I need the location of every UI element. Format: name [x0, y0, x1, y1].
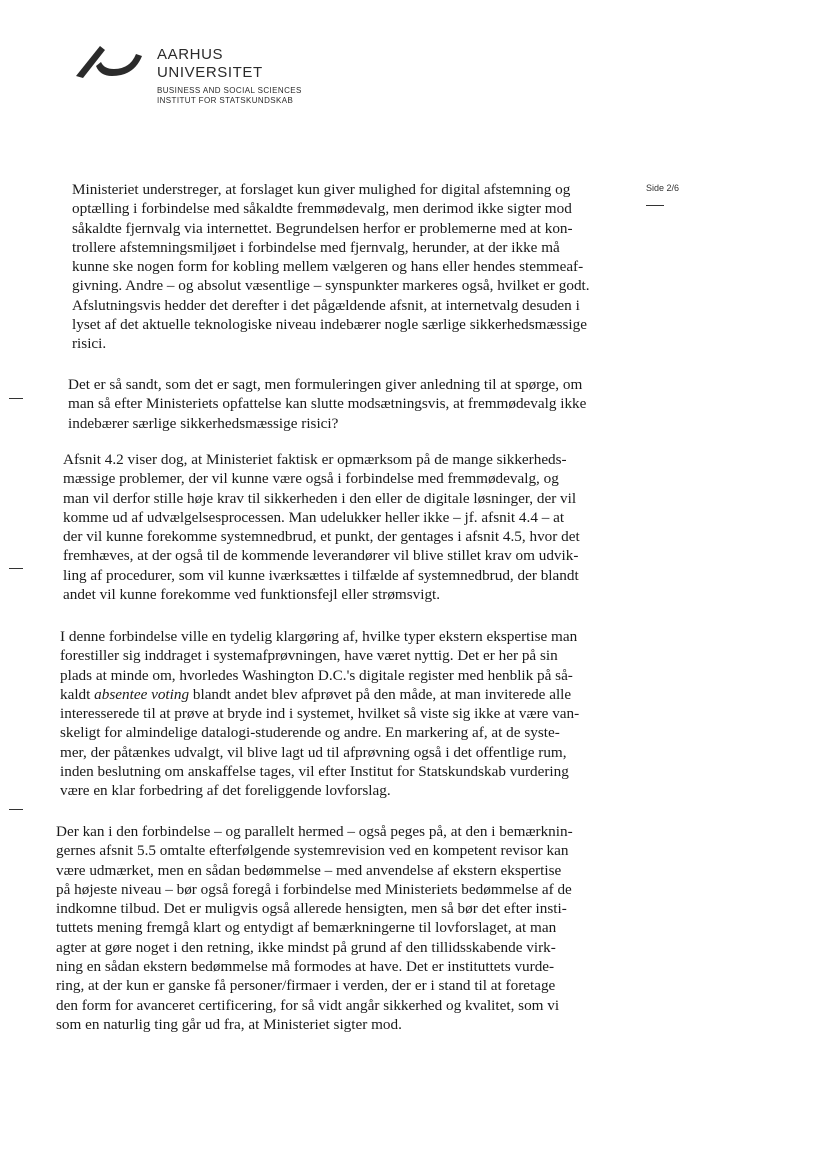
text-line: risici.	[72, 335, 107, 353]
body-paragraph-5	[56, 822, 616, 1034]
text-line: ning en sådan ekstern bedømmelse må formodes at have. Det er instituttets vurde-	[56, 958, 555, 976]
body-paragraph-4	[60, 627, 620, 801]
text-line: givning. Andre – og absolut væsentlige – synspunkter markeres også, hvilket er godt.	[72, 277, 590, 295]
italic-term: absentee voting	[94, 685, 190, 703]
text-line: man vil derfor stille høje krav til sikkerheden i den eller de digitale løsninger, der vil	[63, 489, 577, 507]
text-line: indebærer særlige sikkerhedsmæssige risici?	[68, 414, 339, 432]
page-number-rule	[646, 205, 664, 206]
text-line	[60, 685, 620, 704]
aarhus-university-logo-icon	[74, 44, 146, 78]
margin-mark	[9, 398, 23, 399]
text-line: fremhæves, at der også til de kommende leverandører vil blive stillet krav om udvik-	[63, 547, 579, 565]
text-line: agter at gøre noget i den retning, ikke mindst på grund af den tillidsskabende virk-	[56, 938, 556, 956]
text-segment: kaldt	[60, 685, 95, 703]
text-line: være en klar forbedring af det foreliggende lovforslag.	[60, 782, 391, 800]
text-line: interesserede til at prøve at bryde ind i systemet, hvilket så viste sig ikke at være van-	[60, 705, 580, 723]
text-line: Der kan i den forbindelse – og parallelt hermed – også peges på, at den i bemærknin-	[56, 823, 573, 840]
university-name-line2: UNIVERSITET	[157, 64, 263, 81]
text-line: plads at minde om, hvorledes Washington D.C.'s digitale register med henblik på så-	[60, 666, 573, 684]
text-line: Afsnit 4.2 viser dog, at Ministeriet faktisk er opmærksom på de mange sikkerheds-	[63, 451, 567, 468]
margin-mark	[9, 568, 23, 569]
text-line: være udmærket, men en sådan bedømmelse – med anvendelse af ekstern ekspertise	[56, 861, 562, 879]
text-line: andet vil kunne forekomme ved funktionsfejl eller strømsvigt.	[63, 586, 441, 604]
text-line: optælling i forbindelse med såkaldte fremmødevalg, men derimod ikke sigter mod	[72, 200, 572, 218]
text-line: trollere afstemningsmiljøet i forbindelse med fjernvalg, herunder, at der ikke må	[72, 238, 560, 256]
text-line: som en naturlig ting går ud fra, at Ministeriet sigter mod.	[56, 1015, 402, 1033]
text-line: gernes afsnit 5.5 omtalte efterfølgende systemrevision ved en kompetent revisor kan	[56, 842, 569, 860]
text-line: den form for avanceret certificering, for så vidt angår sikkerhed og kvalitet, som vi	[56, 996, 560, 1014]
text-line: mæssige problemer, der vil kunne være også i forbindelse med fremmødevalg, og	[63, 470, 559, 488]
body-paragraph-1	[72, 180, 632, 354]
page-number: Side 2/6	[646, 183, 680, 193]
text-line: kunne ske nogen form for kobling mellem vælgeren og hans eller hendes stemmeaf-	[72, 258, 584, 276]
text-line: ring, at der kun er ganske få personer/firmaer i verden, der er i stand til at foretage	[56, 977, 556, 995]
text-line: inden beslutning om anskaffelse tages, vil efter Institut for Statskundskab vurdering	[60, 763, 569, 781]
margin-mark	[9, 809, 23, 810]
text-line: Afslutningsvis hedder det derefter i det pågældende afsnit, at internetvalg desuden i	[72, 296, 580, 314]
text-line: såkaldte fjernvalg via internettet. Begrundelsen herfor er problemerne med at kon-	[72, 219, 573, 237]
text-segment: blandt andet blev afprøvet på den måde, at man inviterede alle	[189, 685, 572, 703]
text-line: skeligt for almindelige datalogi-studerende og andre. En markering af, at de syste-	[60, 724, 560, 742]
text-line: ling af procedurer, som vil kunne iværksættes i tilfælde af systemnedbrud, der blandt	[63, 566, 579, 584]
text-line: I denne forbindelse ville en tydelig klargøring af, hvilke typer ekstern ekspertise man	[60, 628, 578, 645]
text-line: på højeste niveau – bør også foregå i forbindelse med Ministeriets bedømmelse af de	[56, 880, 572, 898]
text-line: mer, der påtænkes udvalgt, vil blive lagt ud til afprøvning også i det offentlige rum,	[60, 743, 567, 761]
university-name-line1: AARHUS	[157, 46, 224, 63]
text-line: Det er så sandt, som det er sagt, men formuleringen giver anledning til at spørge, om	[68, 376, 583, 393]
text-line: tuttets mening fremgå klart og entydigt af bemærkningerne til lovforslaget, at man	[56, 919, 557, 937]
text-line: der vil kunne forekomme systemnedbrud, et punkt, der gentages i afsnit 4.5, hvor det	[63, 528, 580, 546]
body-paragraph-2	[68, 375, 628, 433]
text-line: komme ud af udvælgelsesprocessen. Man udelukker heller ikke – jf. afsnit 4.4 – at	[63, 508, 565, 526]
text-line: man så efter Ministeriets opfattelse kan slutte modsætningsvis, at fremmødevalg ikke	[68, 395, 587, 413]
text-line: forestiller sig inddraget i systemafprøvningen, have været nyttig. Det er her på sin	[60, 647, 558, 665]
institute-name: INSTITUT FOR STATSKUNDSKAB	[157, 96, 294, 105]
text-line: Ministeriet understreger, at forslaget kun giver mulighed for digital afstemning og	[72, 181, 571, 198]
text-line: indkomne tilbud. Det er muligvis også allerede hensigten, men så bør det efter insti-	[56, 900, 567, 918]
text-line: lyset af det aktuelle teknologiske niveau indebærer nogle særlige sikkerhedsmæssige	[72, 316, 587, 334]
faculty-name: BUSINESS AND SOCIAL SCIENCES	[157, 86, 302, 95]
university-name-block	[157, 46, 302, 106]
body-paragraph-3	[63, 450, 623, 604]
